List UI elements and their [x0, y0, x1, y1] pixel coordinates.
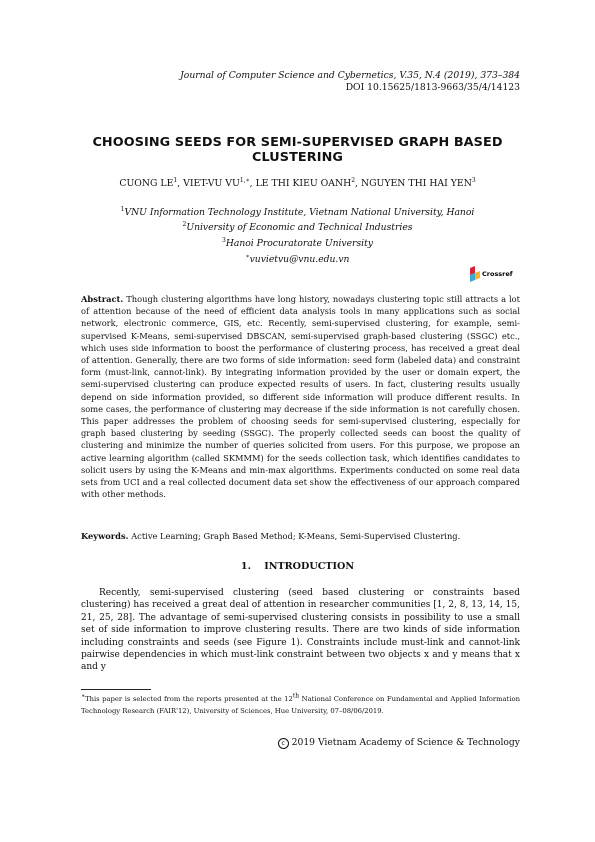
copyright-text: 2019 Vietnam Academy of Science & Technology	[291, 737, 520, 748]
footnote	[81, 694, 520, 717]
affiliation-1	[75, 207, 520, 218]
paper-title	[75, 136, 520, 165]
affiliation-2	[75, 222, 520, 233]
abstract-label: Abstract.	[81, 294, 124, 304]
footnote-mark: ∗	[81, 692, 86, 700]
affiliation-3	[75, 238, 520, 249]
author-affil-mark: 3	[471, 176, 476, 184]
author-name: NGUYEN THI HAI YEN	[360, 178, 472, 189]
affiliation-text: VNU Information Technology Institute, Vietnam National University, Hanoi	[124, 207, 475, 218]
author-name: CUONG LE	[119, 178, 174, 189]
keywords-text: Active Learning; Graph Based Method; K-Means, Semi-Supervised Clustering.	[131, 531, 461, 541]
abstract-text: Though clustering algorithms have long history, nowadays clustering topic still attracts a lot of attention because of the need of efficient data analysis tools in many applications such as social network, electronic commerce, GIS, etc. Recently, semi-supervised clustering, for example, semi-supervised K-Means, semi-supervised DBSCAN, semi-supervised graph-based clustering (SSGC) etc., which uses side information to boost the performance of clustering process, has received a great deal of attention. Generally, there are two forms of side information: seed form (labeled data) and constraint form (must-link, cannot-link). By integrating information provided by the user or domain expert, the semi-supervised clustering can produce expected results of users. In fact, clustering results usually depend on side information provided, so different side information will produce different results. In some cases, the performance of clustering may decrease if the side information is not carefully chosen. This paper addresses the problem of choosing seeds for semi-supervised clustering, especially for graph based clustering by seeding (SSGC). The properly collected seeds can boost the quality of clustering and minimize the number of queries solicited from users. For this purpose, we propose an active learning algorithm (called SKMMM) for the seeds collection task, which identifies candidates to solicit users by using the K-Means and min-max algorithms. Experiments conducted on some real data sets from UCI and a real collected document data set show the effectiveness of our approach compared with other methods.	[81, 294, 520, 500]
abstract	[81, 293, 520, 500]
title-line-2: CLUSTERING	[252, 149, 343, 165]
intro-paragraph: Recently, semi-supervised clustering (seed based clustering or constraints based clustering) has received a great deal of attention in researcher communities [1, 2, 8, 13, 14, 15, 21, 25, 28]. The advantage of semi-supervised clustering consists in possibility to use a small set of side information to improve clustering results. There are two kinds of side information including constraints and seeds (see Figure 1). Constraints include must-link and cannot-link pairwise dependencies in which must-link constraint between two objects x and y means that x and y	[81, 588, 520, 673]
affil-mark: ∗	[245, 252, 250, 260]
crossref-logo-icon	[469, 266, 519, 282]
footnote-divider	[81, 689, 151, 690]
footnote-ordinal: th	[292, 692, 300, 700]
copyright-icon: c	[278, 738, 289, 749]
email-text: vuvietvu@vnu.edu.vn	[249, 254, 350, 265]
keywords-label: Keywords.	[81, 531, 129, 541]
author-name: LE THI KIEU OANH	[255, 178, 352, 189]
journal-reference: Journal of Computer Science and Cybernetics, V.35, N.4 (2019), 373–384	[180, 70, 520, 81]
corresponding-email	[75, 254, 520, 265]
keywords	[81, 531, 520, 541]
affil-mark: 2	[182, 220, 187, 228]
affil-mark: 3	[222, 236, 226, 244]
affil-mark: 1	[120, 205, 125, 213]
section-heading: 1. INTRODUCTION	[240, 561, 355, 572]
footnote-text-cont: National Conference on Fundamental and Applied Information Technology Research (FAIR'12), University of Sciences, Hue University, 07–08/06/2019.	[81, 695, 520, 715]
crossref-badge[interactable]	[469, 266, 519, 282]
title-line-1: CHOOSING SEEDS FOR SEMI-SUPERVISED GRAPH BASED	[92, 135, 503, 150]
copyright-notice	[278, 737, 520, 749]
author-affil-mark: 2	[351, 176, 356, 184]
author-list: CUONG $LE^1$, VIET-VU $VU^{1,∗}$, LE THI KIEU OANH$^2$, NGUYEN THI HAI YEN$^3$	[119, 176, 476, 189]
affiliation-text: University of Economic and Technical Industries	[186, 222, 413, 233]
author-affil-mark: 1	[173, 176, 178, 184]
crossref-label: Crossref	[482, 270, 513, 278]
doi: DOI 10.15625/1813-9663/35/4/14123	[345, 82, 520, 93]
author-name: VIET-VU VU	[183, 178, 240, 189]
affiliation-text: Hanoi Procuratorate University	[225, 238, 373, 249]
author-affil-mark: 1,∗	[239, 176, 250, 184]
footnote-text: This paper is selected from the reports presented at the 12	[85, 695, 293, 703]
